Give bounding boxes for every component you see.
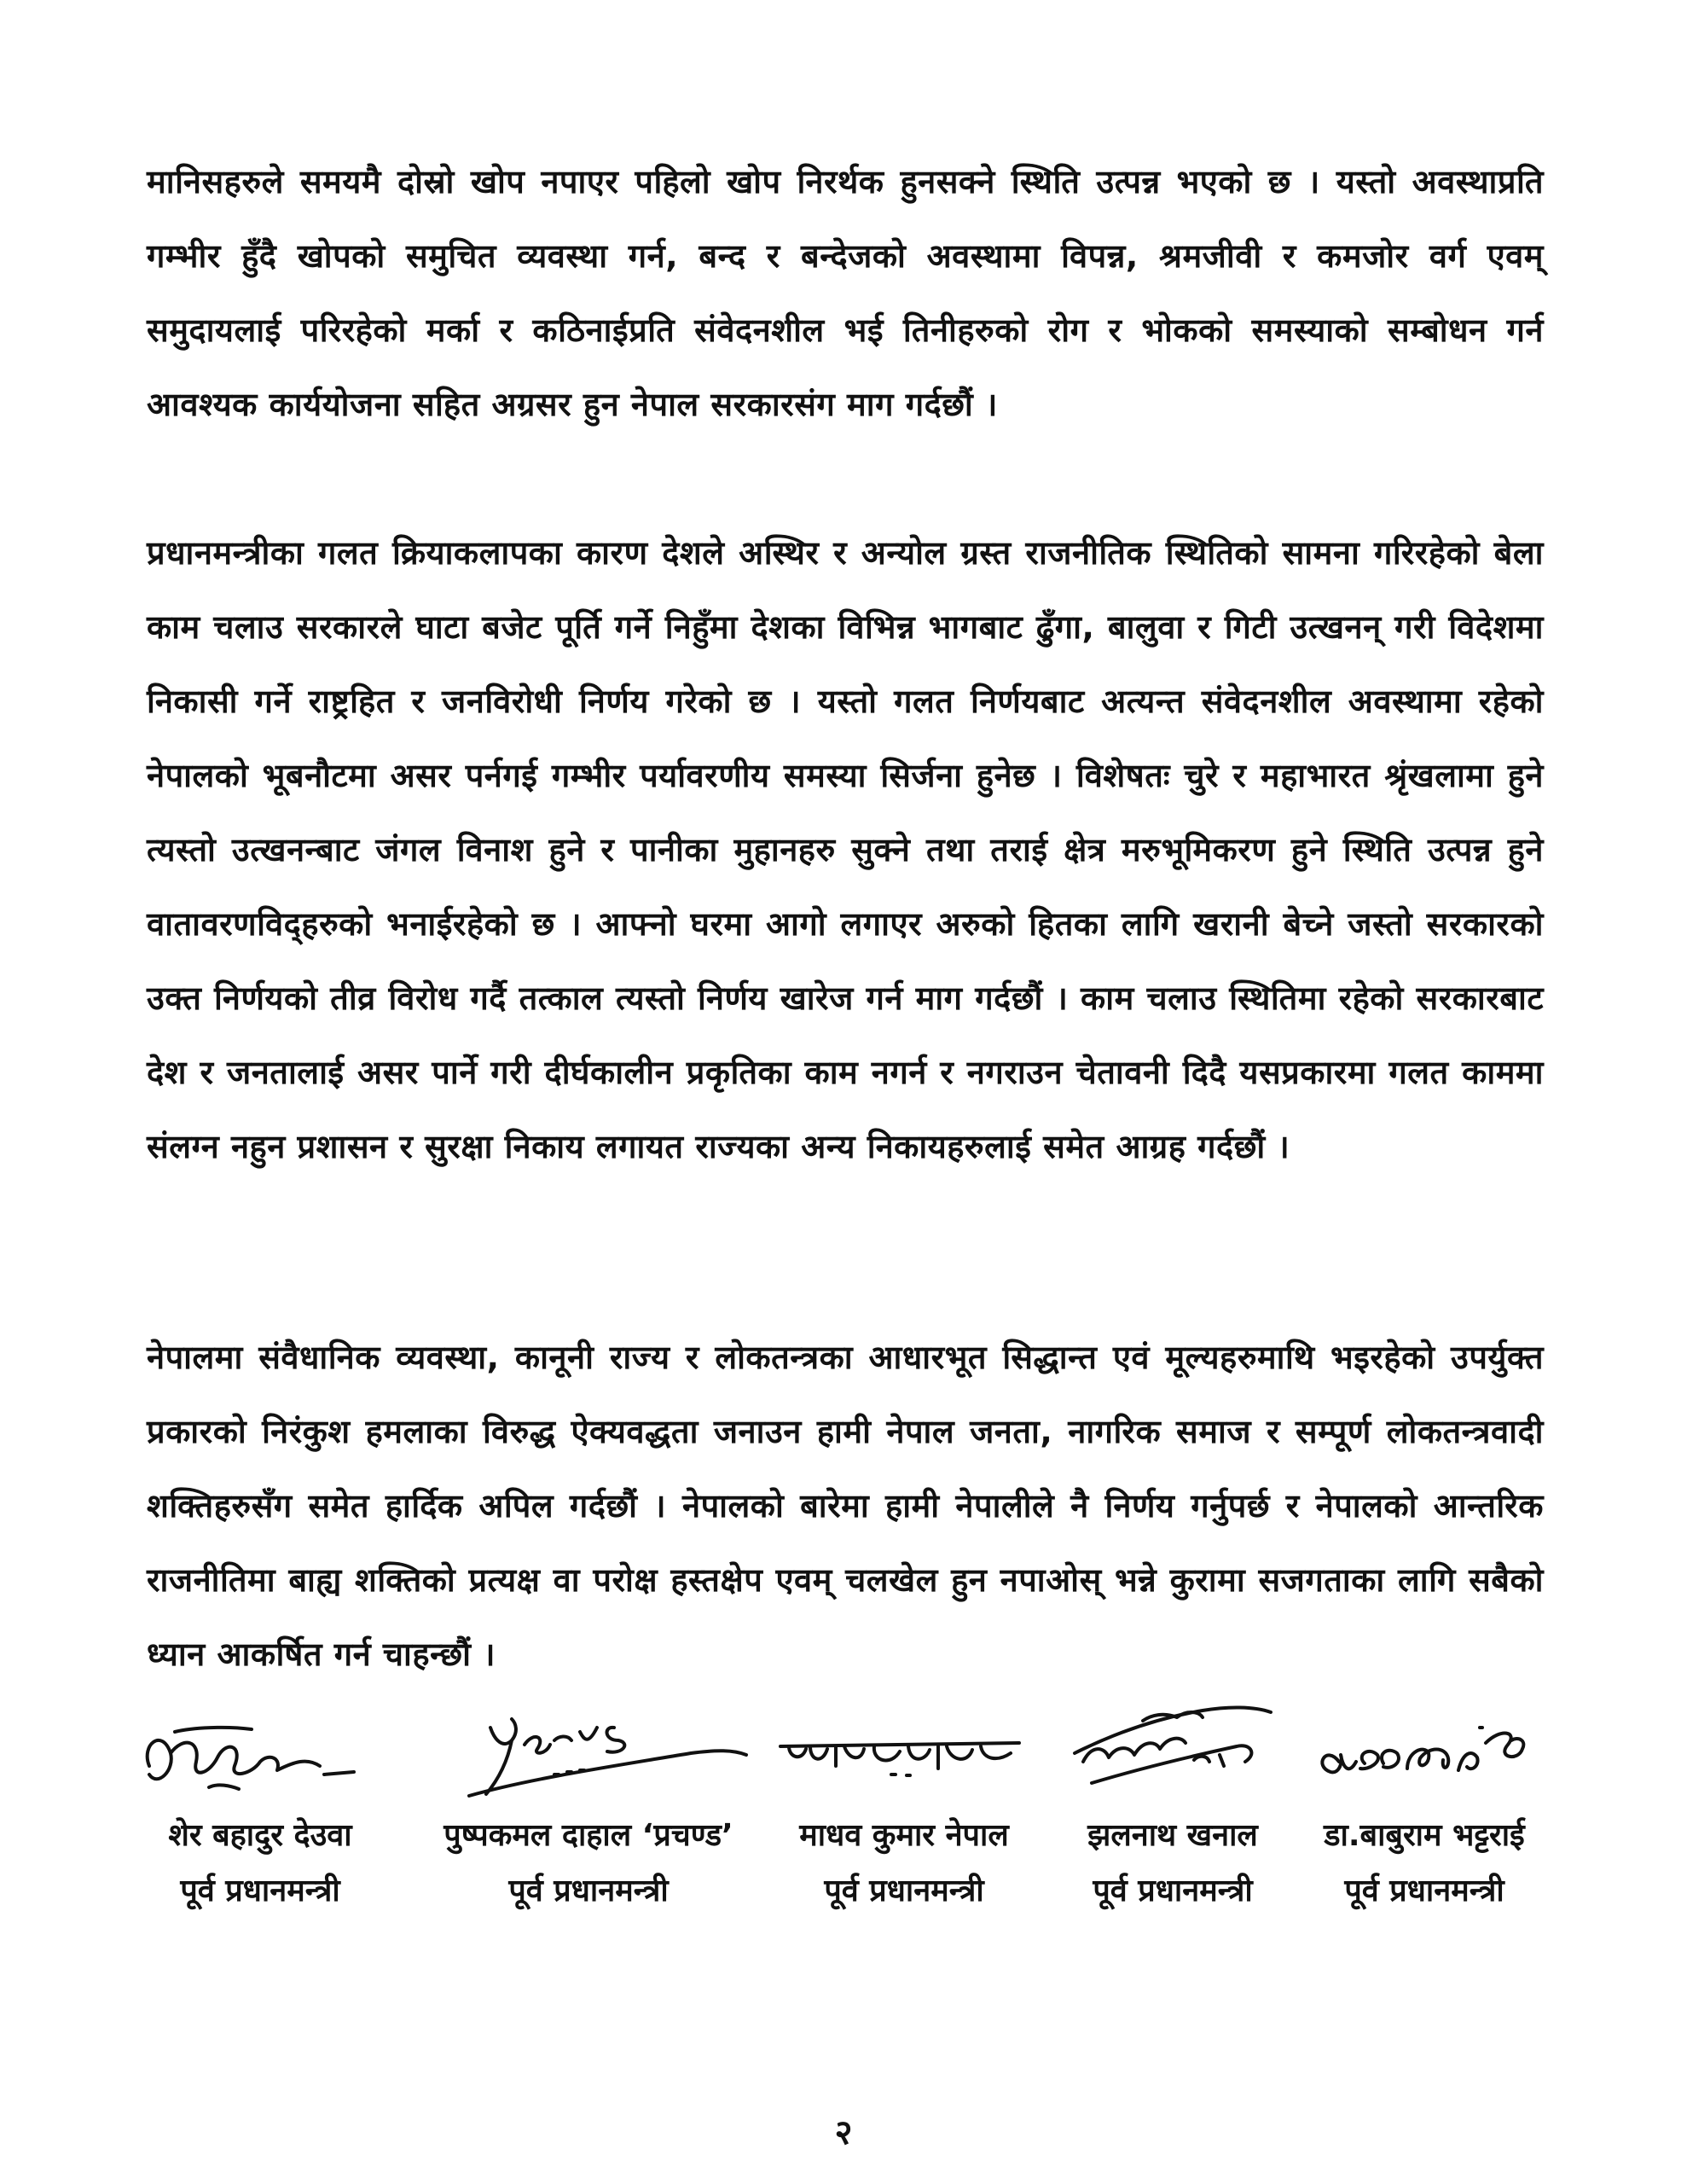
signatory-5 <box>1284 1693 1565 1924</box>
paragraph-1: मानिसहरुले समयमै दोस्रो खोप नपाएर पहिलो खोप निरर्थक हुनसक्ने स्थिति उत्पन्न भएको छ । यस्तो अवस्थाप्रति गम्भीर हुँदै खोपको समुचित व्यवस्था गर्न, बन्द र बन्देजको अवस्थामा विपन्न, श्रमजीवी र कमजोर वर्ग एवम् समुदायलाई परिरहेको मर्का र कठिनाईप्रति संवेदनशील भई तिनीहरुको रोग र भोकको समस्याको सम्बोधन गर्न आवश्यक कार्ययोजना सहित अग्रसर हुन नेपाल सरकारसंग माग गर्दछौं । <box>147 163 1544 423</box>
signatory-name: माधव कुमार नेपाल <box>799 1818 1009 1853</box>
signatory-name: पुष्पकमल दाहाल ‘प्रचण्ड’ <box>443 1818 733 1853</box>
signature-image-2 <box>409 1693 768 1813</box>
signatory-1 <box>119 1693 401 1924</box>
signatory-title: पूर्व प्रधानमन्त्री <box>1093 1873 1253 1908</box>
signatory-name: झलनाथ खनाल <box>1087 1818 1258 1853</box>
signatory-3 <box>759 1693 1049 1924</box>
signatory-title: पूर्व प्रधानमन्त्री <box>508 1873 669 1908</box>
paragraph-2: प्रधानमन्त्रीका गलत क्रियाकलापका कारण देशले अस्थिर र अन्योल ग्रस्त राजनीतिक स्थितिको सामना गरिरहेको बेला काम चलाउ सरकारले घाटा बजेट पूर्ति गर्ने निहुँमा देशका विभिन्न भागबाट ढुँगा, बालुवा र गिटी उत्खनन् गरी विदेशमा निकासी गर्ने राष्ट्रहित र जनविरोधी निर्णय गरेको छ । यस्तो गलत निर्णयबाट अत्यन्त संवेदनशील अवस्थामा रहेको नेपालको भूबनौटमा असर पर्नगई गम्भीर पर्यावरणीय समस्या सिर्जना हुनेछ । विशेषतः चुरे र महाभारत श्रृंखलामा हुने त्यस्तो उत्खनन्बाट जंगल विनाश हुने र पानीका मुहानहरु सुक्ने तथा तराई क्षेत्र मरुभूमिकरण हुने स्थिति उत्पन्न हुने वातावरणविद्हरुको भनाईरहेको छ । आफ्नो घरमा आगो लगाएर अरुको हितका लागि खरानी बेच्ने जस्तो सरकारको उक्त निर्णयको तीव्र विरोध गर्दै तत्काल त्यस्तो निर्णय खारेज गर्न माग गर्दछौं । काम चलाउ स्थितिमा रहेको सरकारबाट देश र जनतालाई असर पार्ने गरी दीर्घकालीन प्रकृतिका काम नगर्न र नगराउन चेतावनी दिदै यसप्रकारमा गलत काममा संलग्न नहुन प्रशासन र सुरक्षा निकाय लगायत राज्यका अन्य निकायहरुलाई समेत आग्रह गर्दछौं । <box>147 534 1544 1165</box>
page-number: २ <box>834 2113 853 2152</box>
signatory-name: शेर बहादुर देउवा <box>168 1818 352 1853</box>
signatory-name: डा.बाबुराम भट्टराई <box>1324 1818 1525 1853</box>
signature-image-1 <box>124 1693 397 1813</box>
signature-image-5 <box>1288 1693 1561 1813</box>
signatory-title: पूर्व प्रधानमन्त्री <box>1344 1873 1504 1908</box>
signatory-2 <box>405 1693 772 1924</box>
signature-image-4 <box>1041 1693 1305 1813</box>
signatory-title: पूर्व प्रधानमन्त्री <box>824 1873 984 1908</box>
signature-image-3 <box>763 1693 1045 1813</box>
signatory-4 <box>1036 1693 1309 1924</box>
signatory-title: पूर्व प्रधानमन्त्री <box>180 1873 340 1908</box>
paragraph-3: नेपालमा संवैधानिक व्यवस्था, कानूनी राज्य र लोकतन्त्रका आधारभूत सिद्धान्त एवं मूल्यहरुमाथि भइरहेको उपर्युक्त प्रकारको निरंकुश हमलाका विरुद्ध ऐक्यवद्धता जनाउन हामी नेपाल जनता, नागरिक समाज र सम्पूर्ण लोकतन्त्रवादी शक्तिहरुसँग समेत हार्दिक अपिल गर्दछौं । नेपालको बारेमा हामी नेपालीले नै निर्णय गर्नुपर्छ र नेपालको आन्तरिक राजनीतिमा बाह्य शक्तिको प्रत्यक्ष वा परोक्ष हस्तक्षेप एवम् चलखेल हुन नपाओस् भन्ने कुरामा सजगताका लागि सबैको ध्यान आकर्षित गर्न चाहन्छौं । <box>147 1339 1544 1673</box>
